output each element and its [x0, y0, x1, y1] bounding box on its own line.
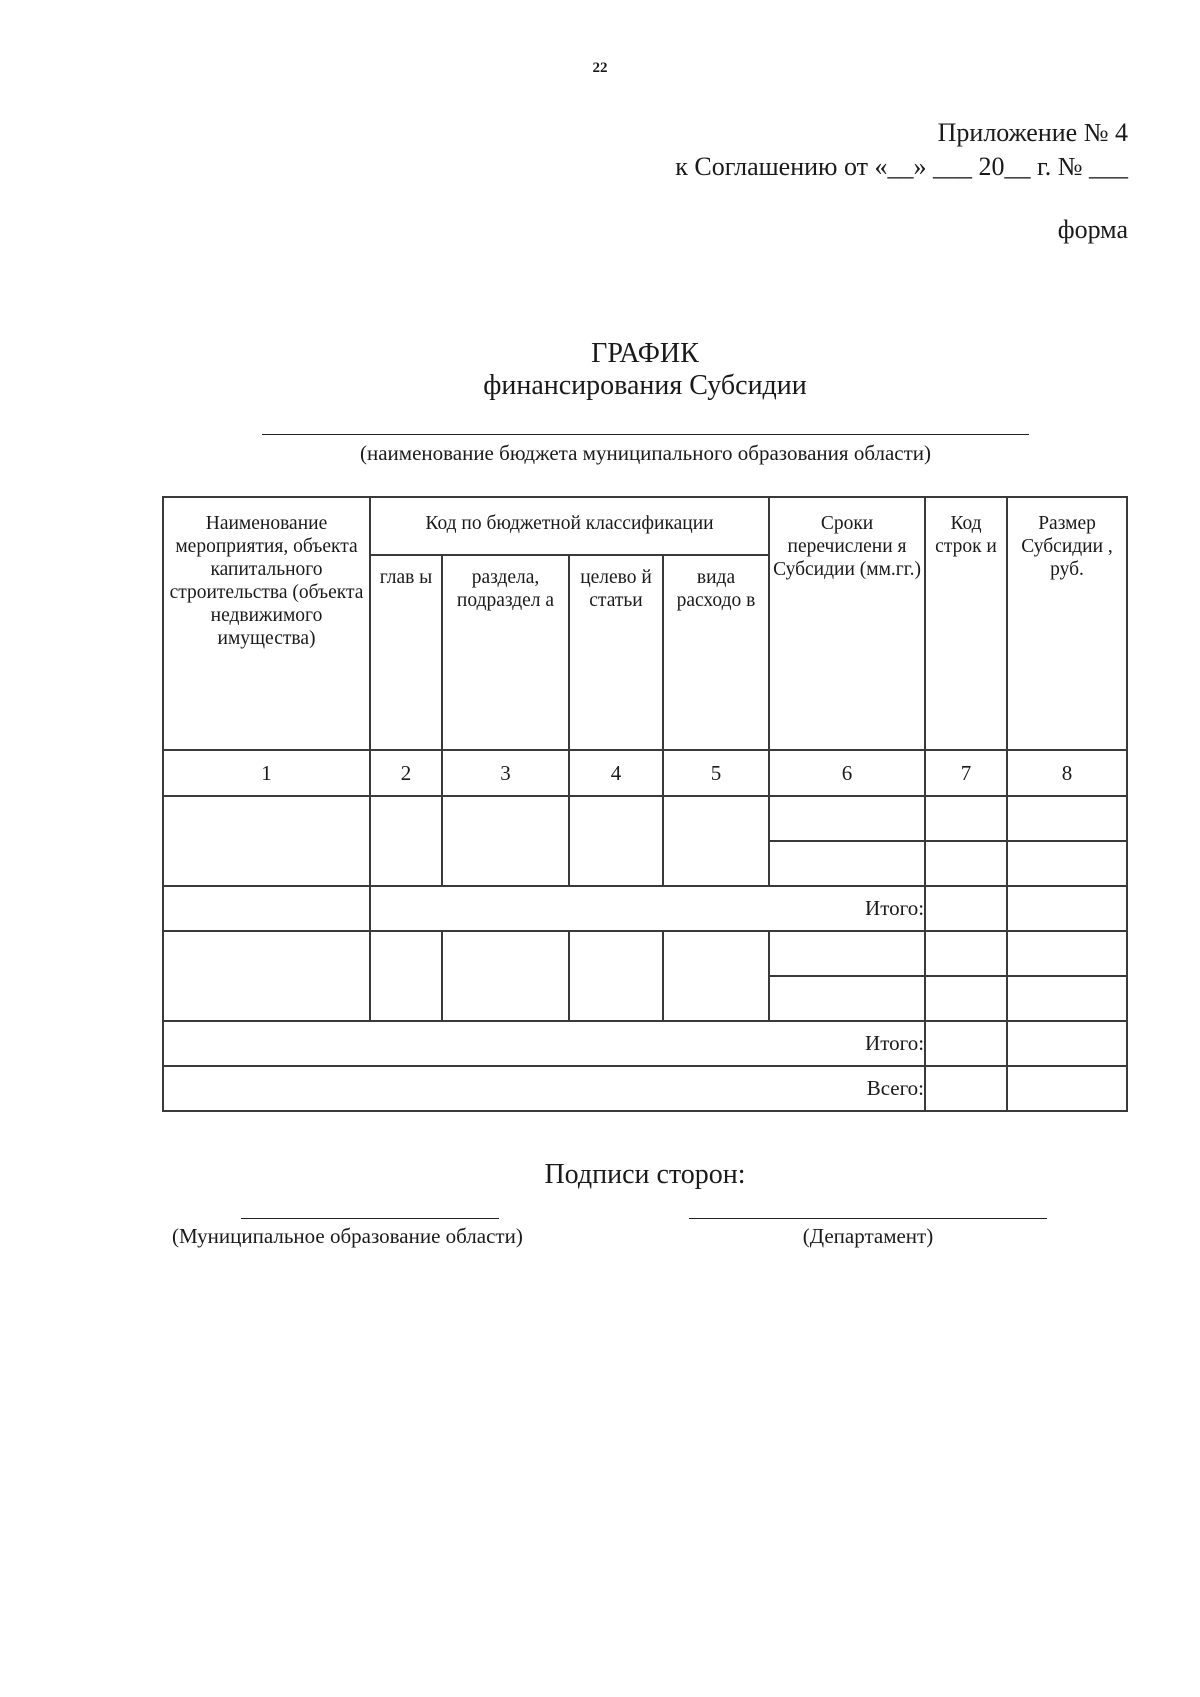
table-cell [1007, 841, 1127, 886]
table-cell [163, 796, 370, 886]
table-cell [569, 931, 663, 1021]
header-section: раздела, подраздел а [442, 555, 569, 750]
table-cell [769, 931, 925, 976]
table-cell [1007, 931, 1127, 976]
table-cell [442, 931, 569, 1021]
signature-caption-department: (Департамент) [802, 1224, 934, 1248]
subtotal-row [163, 1021, 1127, 1066]
header-budget-code-group: Код по бюджетной классификации [370, 497, 769, 555]
table-cell [925, 886, 1007, 931]
signatures-title: Подписи сторон: [544, 1159, 746, 1190]
table-cell [663, 931, 769, 1021]
column-number: 1 [163, 750, 370, 796]
column-number: 2 [370, 750, 442, 796]
header-subsidy-amount: Размер Субсидии , руб. [1007, 497, 1127, 750]
header-target-article: целево й статьи [569, 555, 663, 750]
grand-total-label: Всего: [163, 1066, 925, 1111]
table-cell [925, 931, 1007, 976]
table-cell [925, 976, 1007, 1021]
column-number: 4 [569, 750, 663, 796]
subtotal-label: Итого: [163, 1021, 925, 1066]
header-activity-name: Наименование мероприятия, объекта капитального строительства (объекта недвижимого имущества) [163, 497, 370, 750]
grand-total-row [163, 1066, 1127, 1111]
document-title [0, 338, 1200, 402]
table-row [163, 796, 1127, 841]
header-transfer-period: Сроки перечислени я Субсидии (мм.гг.) [769, 497, 925, 750]
signature-line-municipality [241, 1218, 499, 1219]
table-cell [925, 1066, 1007, 1111]
page-number: 22 [592, 60, 608, 76]
header-row [163, 497, 1127, 555]
table-cell [1007, 1021, 1127, 1066]
financing-schedule-table [162, 496, 1128, 1112]
column-number: 6 [769, 750, 925, 796]
signature-caption-municipality: (Муниципальное образование области) [172, 1224, 523, 1248]
table-cell [1007, 796, 1127, 841]
subtotal-label: Итого: [370, 886, 925, 931]
header-chapter: глав ы [370, 555, 442, 750]
table-cell [1007, 976, 1127, 1021]
table-cell [163, 931, 370, 1021]
table-cell [925, 841, 1007, 886]
header-line-code: Код строк и [925, 497, 1007, 750]
annex-title: Приложение № 4 [937, 118, 1128, 147]
table-cell [442, 796, 569, 886]
table-cell [769, 976, 925, 1021]
table-cell [769, 841, 925, 886]
table-cell [370, 796, 442, 886]
table-cell [663, 796, 769, 886]
table-cell [163, 886, 370, 931]
form-label: форма [1057, 215, 1128, 244]
table-cell [1007, 886, 1127, 931]
title-subtitle: финансирования Субсидии [483, 370, 807, 401]
signature-line-department [689, 1218, 1047, 1219]
table-cell [925, 1021, 1007, 1066]
table-cell [1007, 1066, 1127, 1111]
column-number-row [163, 750, 1127, 796]
column-number: 5 [663, 750, 769, 796]
table-cell [569, 796, 663, 886]
column-number: 7 [925, 750, 1007, 796]
table-cell [769, 796, 925, 841]
table-cell [370, 931, 442, 1021]
budget-name-line [262, 434, 1029, 435]
budget-name-caption: (наименование бюджета муниципального образования области) [359, 441, 932, 465]
subtotal-row [163, 886, 1127, 931]
title-main: ГРАФИК [591, 338, 699, 369]
header-expense-type: вида расходо в [663, 555, 769, 750]
annex-agreement-ref: к Соглашению от «__» ___ 20__ г. № ___ [675, 152, 1128, 181]
column-number: 3 [442, 750, 569, 796]
table-cell [925, 796, 1007, 841]
column-number: 8 [1007, 750, 1127, 796]
table-row [163, 931, 1127, 976]
annex-header [675, 116, 1128, 184]
